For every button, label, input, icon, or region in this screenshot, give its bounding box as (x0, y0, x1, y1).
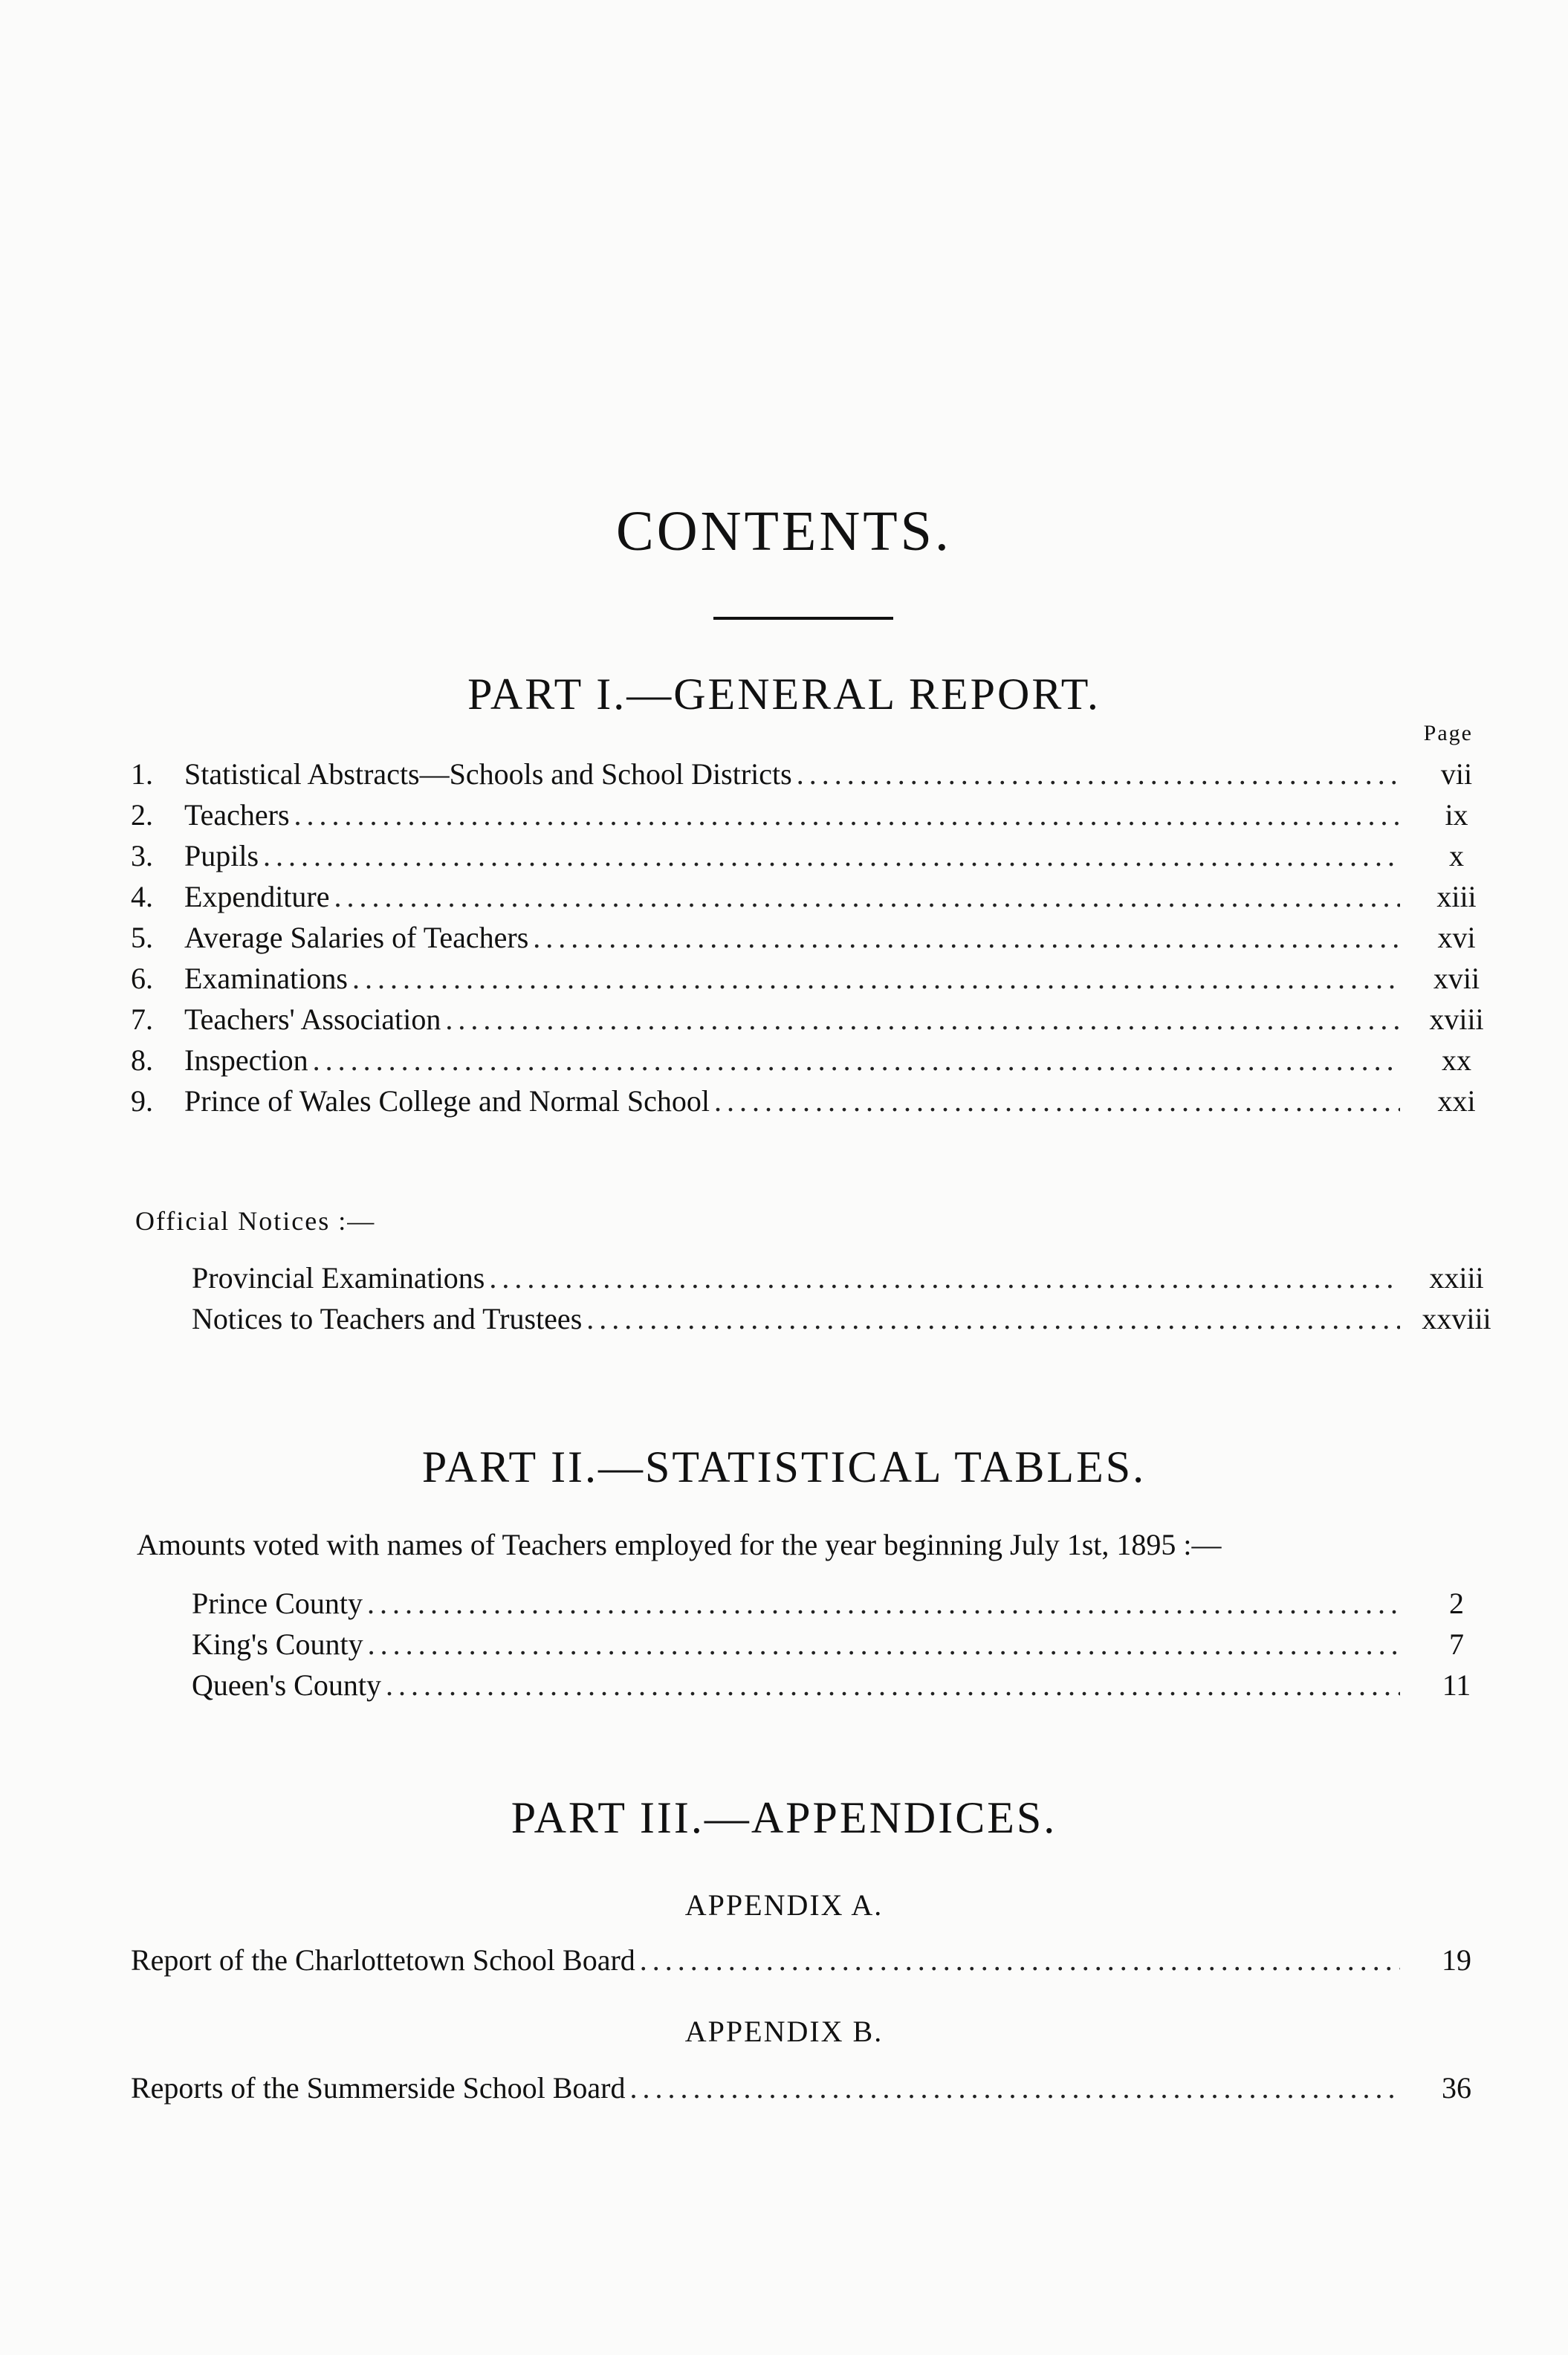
part-1-title: PART I.—GENERAL REPORT. (467, 670, 1101, 719)
toc-row (0, 1298, 1568, 1340)
toc-label: Examinations (184, 962, 348, 995)
toc-number: 7. (131, 1002, 153, 1036)
toc-number: 8. (131, 1043, 153, 1077)
leader-dots (386, 1665, 1400, 1706)
appendix-a-heading: APPENDIX A. (684, 1888, 884, 1922)
toc-label: Reports of the Summerside School Board (131, 2071, 626, 2105)
toc-number: 4. (131, 880, 153, 913)
leader-dots (367, 1583, 1400, 1624)
toc-label: Queen's County (192, 1668, 381, 1702)
toc-label: Notices to Teachers and Trustees (192, 1302, 583, 1335)
appendix-b-heading: APPENDIX B. (684, 2015, 884, 2048)
toc-label: Prince of Wales College and Normal School (184, 1084, 710, 1118)
toc-page: 2 (1449, 1587, 1464, 1620)
toc-label: Teachers' Association (184, 1002, 441, 1036)
toc-page: 36 (1442, 2071, 1471, 2105)
toc-page: xviii (1429, 1002, 1484, 1036)
toc-row (0, 999, 1568, 1040)
toc-row (0, 1257, 1568, 1299)
leader-dots (352, 958, 1400, 1000)
toc-number: 6. (131, 962, 153, 995)
title-rule (713, 617, 893, 620)
toc-number: 3. (131, 839, 153, 872)
toc-number: 2. (131, 798, 153, 832)
toc-page: xxiii (1429, 1261, 1484, 1295)
toc-number: 1. (131, 757, 153, 791)
toc-label: Report of the Charlottetown School Board (131, 1943, 635, 1977)
toc-row (0, 1940, 1568, 1981)
toc-row (0, 876, 1568, 918)
toc-row (0, 1624, 1568, 1665)
leader-dots (294, 794, 1400, 836)
toc-row (0, 1040, 1568, 1081)
page-column-header (1424, 721, 1473, 746)
toc-page: 19 (1442, 1943, 1471, 1977)
toc-number: 9. (131, 1084, 153, 1118)
toc-page: ix (1445, 798, 1468, 832)
official-notices-heading: Official Notices :— (135, 1206, 376, 1236)
toc-row (0, 1665, 1568, 1706)
leader-dots (797, 754, 1400, 795)
leader-dots (629, 2067, 1400, 2109)
toc-page: xxi (1437, 1084, 1476, 1118)
part-2-title: PART II.—STATISTICAL TABLES. (421, 1442, 1147, 1491)
leader-dots (714, 1081, 1400, 1122)
toc-page: xxviii (1422, 1302, 1491, 1335)
part-3-title: PART III.—APPENDICES. (511, 1793, 1057, 1842)
leader-dots (640, 1940, 1400, 1981)
toc-row (0, 1583, 1568, 1624)
toc-label: Statistical Abstracts—Schools and School Districts (184, 757, 792, 791)
toc-label: Average Salaries of Teachers (184, 921, 529, 954)
leader-dots (368, 1624, 1400, 1665)
toc-row (0, 754, 1568, 795)
leader-dots (263, 835, 1400, 877)
toc-row (0, 835, 1568, 877)
toc-label: Teachers (184, 798, 290, 832)
toc-row (0, 917, 1568, 959)
leader-dots (533, 917, 1400, 959)
toc-page: 7 (1449, 1627, 1464, 1661)
toc-page: 11 (1442, 1668, 1471, 1702)
toc-row (0, 1081, 1568, 1122)
leader-dots (586, 1298, 1400, 1340)
toc-page: xiii (1436, 880, 1477, 913)
toc-label: Inspection (184, 1043, 308, 1077)
part-2-intro: Amounts voted with names of Teachers employed for the year beginning July 1st, 1895 :— (137, 1528, 1222, 1561)
toc-page: xvi (1437, 921, 1476, 954)
toc-page: xvii (1433, 962, 1480, 995)
toc-row (0, 2067, 1568, 2109)
leader-dots (445, 999, 1400, 1040)
toc-page: vii (1440, 757, 1473, 791)
leader-dots (489, 1257, 1400, 1299)
page-title: CONTENTS. (616, 500, 952, 563)
toc-label: Provincial Examinations (192, 1261, 485, 1295)
toc-label: King's County (192, 1627, 363, 1661)
toc-row (0, 958, 1568, 1000)
toc-label: Prince County (192, 1587, 363, 1620)
toc-label: Pupils (184, 839, 259, 872)
toc-row (0, 794, 1568, 836)
toc-page: xx (1442, 1043, 1471, 1077)
leader-dots (313, 1040, 1400, 1081)
leader-dots (334, 876, 1401, 918)
page-column-label: Page (1423, 721, 1473, 745)
toc-number: 5. (131, 921, 153, 954)
toc-page: x (1449, 839, 1464, 872)
toc-label: Expenditure (184, 880, 330, 913)
